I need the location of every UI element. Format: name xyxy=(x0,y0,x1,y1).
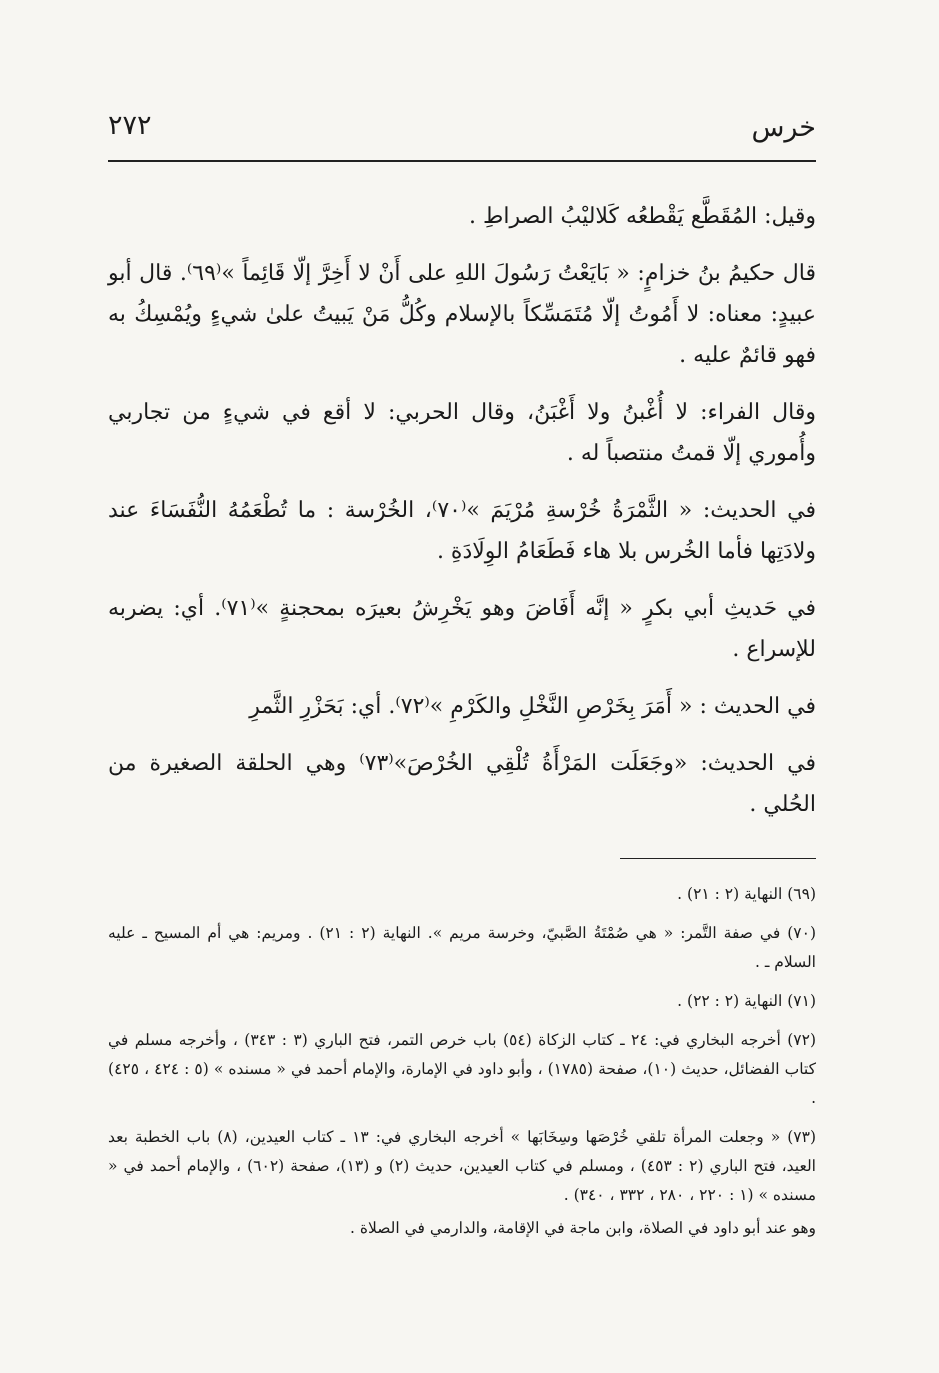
paragraph-1: وقيل: المُقَطَّع يَقْطعُه كَلاليْبُ الصراطِ . xyxy=(469,204,816,229)
footnote-71: (٧١) النهاية (٢ : ٢٢) . xyxy=(677,992,816,1010)
footnotes xyxy=(108,880,816,1253)
paragraph-6: في الحديث : « أَمَرَ بِخَرْصِ النَّخْلِ والكَرْمِ »⁽٧٢⁾. أي: بَحَزْرِ الثَّمرِ xyxy=(249,694,816,719)
header-divider xyxy=(108,160,816,162)
paragraph-3: وقال الفراء: لا أُغْبنُ ولا أَغْبَنُ، وقال الحربي: لا أقع في شيءٍ من تجاربي وأُموري إلّا قمتُ منتصباً له . xyxy=(108,400,816,466)
paragraph-2: قال حكيمُ بنُ خزامٍ: « بَايَعْتُ رَسُولَ اللهِ على أَنْ لا أَخِرَّ إلّا قَائِماً »⁽٦٩⁾. قال أبو عبيدٍ: معناه: لا أَمُوتُ إلّا مُتَمَسِّكاً بالإسلام وكُلُّ مَنْ يَبيتُ علىٰ شيءٍ ويُمْسِكُ به فهو قائمٌ عليه . xyxy=(108,261,816,368)
page-number: ٢٧٢ xyxy=(108,110,152,141)
footnote-69: (٦٩) النهاية (٢ : ٢١) . xyxy=(677,885,816,903)
paragraph-4: في الحديث: « الثَّمْرَةُ خُرْسةِ مُرْيَمَ »⁽٧٠⁾، الخُرْسة : ما تُطْعَمُهُ النُّفَسَاءَ عند ولادَتِها فأما الخُرس بلا هاء فَطَعَامُ الوِلَادَةِ . xyxy=(108,498,816,564)
footnote-divider xyxy=(620,858,816,859)
chapter-title: خرس xyxy=(751,112,816,143)
footnote-73: (٧٣) « وجعلت المرأة تلقي خُرْصَها وسِخَابَها » أخرجه البخاري في: ١٣ ـ كتاب العيدين، (٨) باب الخطبة بعد العيد، فتح الباري (٢ : ٤٥٣) ، ومسلم في كتاب العيدين، حديث (٢) و (١٣)، صفحة (٦٠٢) ، والإمام أحمد في « مسنده » (١ : ٢٢٠ ، ٢٨٠ ، ٣٣٢ ، ٣٤٠) . xyxy=(108,1128,817,1204)
main-text xyxy=(108,196,816,825)
footnote-72: (٧٢) أخرجه البخاري في: ٢٤ ـ كتاب الزكاة (٥٤) باب خرص التمر، فتح الباري (٣ : ٣٤٣) ، وأخرجه مسلم في كتاب الفضائل، حديث (١٠)، صفحة (١٧٨٥) ، وأبو داود في الإمارة، والإمام أحمد في « مسنده » (٥ : ٤٢٤ ، ٤٢٥) . xyxy=(108,1031,816,1107)
footnote-70: (٧٠) في صفة التَّمر: « هي صُمْتَةُ الصَّبيّ، وخرسة مريم ». النهاية (٢ : ٢١) . ومريم: هي أم المسيح ـ عليه السلام ـ . xyxy=(108,924,816,971)
paragraph-7: في الحديث: «وجَعَلَت المَرْأَةُ تُلْقِي الخُرْصَ»⁽٧٣⁾ وهي الحلقة الصغيرة من الحُلي . xyxy=(108,751,816,817)
paragraph-5: في حَديثِ أبي بكرٍ « إنَّه أَفَاضَ وهو يَخْرِشُ بعيرَه بمحجنةٍ »⁽٧١⁾. أي: يضربه للإسراع . xyxy=(108,596,816,662)
page-header xyxy=(108,108,816,158)
footnote-73-continuation: وهو عند أبو داود في الصلاة، وابن ماجة في الإقامة، والدارمي في الصلاة . xyxy=(350,1219,816,1237)
